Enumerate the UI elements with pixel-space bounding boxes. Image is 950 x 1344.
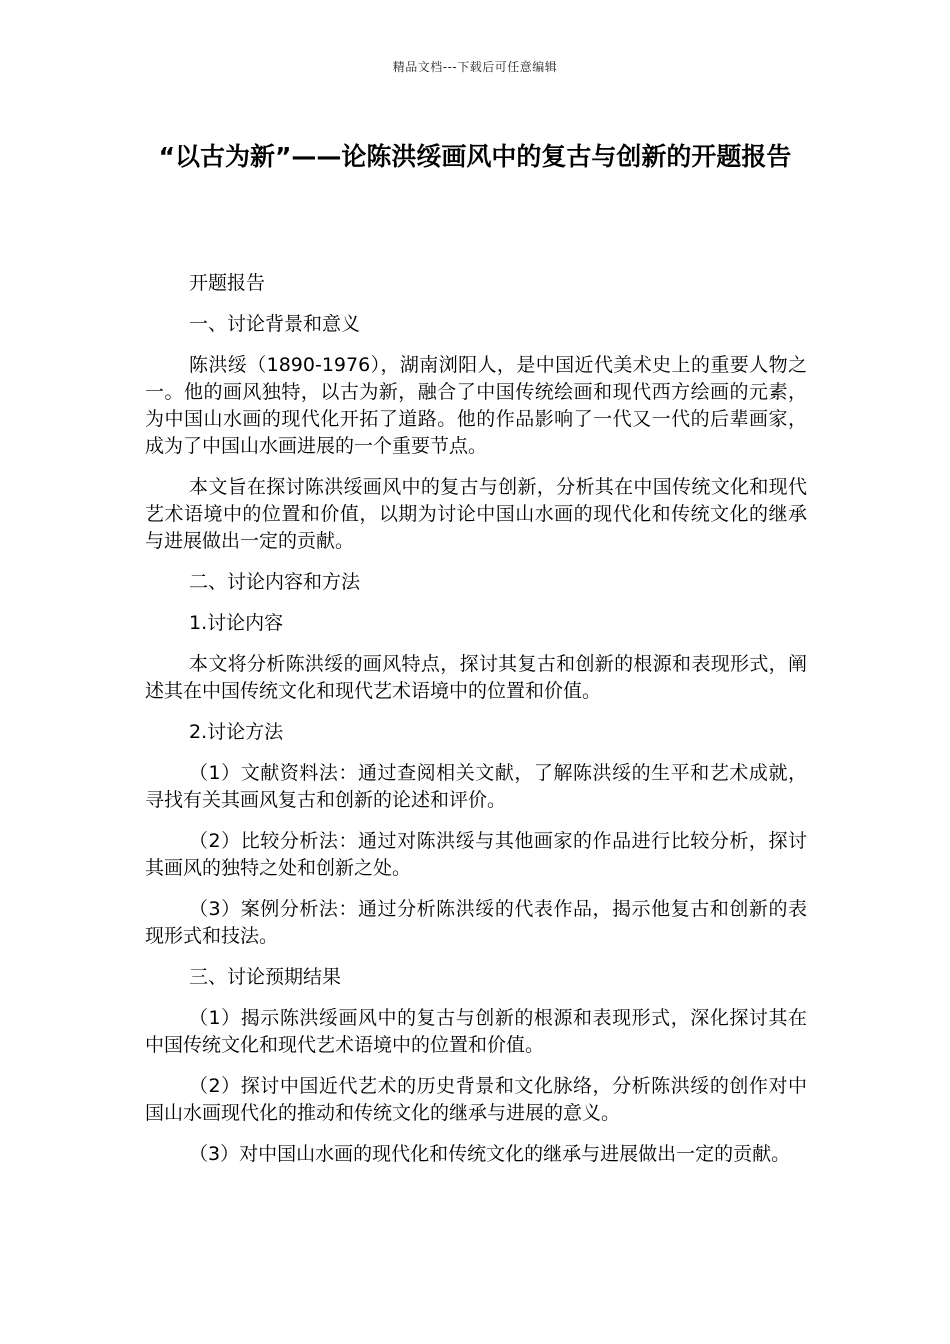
subheading-method: 2.讨论方法 bbox=[189, 721, 284, 743]
paragraph-content: 本文将分析陈洪绥的画风特点，探讨其复古和创新的根源和表现形式，阐述其在中国传统文化和现代艺术语境中的位置和价值。 bbox=[145, 653, 807, 702]
section-heading-expected-results: 三、讨论预期结果 bbox=[189, 966, 342, 988]
method-item-case-study: （3）案例分析法：通过分析陈洪绥的代表作品，揭示他复古和创新的表现形式和技法。 bbox=[145, 898, 807, 947]
subheading-content: 1.讨论内容 bbox=[189, 612, 284, 634]
document-title: “以古为新”——论陈洪绥画风中的复古与创新的开题报告 bbox=[158, 142, 792, 171]
document-body bbox=[145, 270, 807, 1182]
result-item-1: （1）揭示陈洪绥画风中的复古与创新的根源和表现形式，深化探讨其在中国传统文化和现代艺术语境中的位置和价值。 bbox=[145, 1007, 807, 1056]
paragraph-background-intro: 陈洪绥（1890-1976），湖南浏阳人，是中国近代美术史上的重要人物之一。他的画风独特，以古为新，融合了中国传统绘画和现代西方绘画的元素，为中国山水画的现代化开拓了道路。他的作品影响了一代又一代的后辈画家，成为了中国山水画进展的一个重要节点。 bbox=[145, 354, 807, 457]
section-heading-content-method: 二、讨论内容和方法 bbox=[189, 571, 361, 593]
paragraph-purpose: 本文旨在探讨陈洪绥画风中的复古与创新，分析其在中国传统文化和现代艺术语境中的位置和价值，以期为讨论中国山水画的现代化和传统文化的继承与进展做出一定的贡献。 bbox=[145, 476, 807, 552]
header-note: 精品文档---下载后可任意编辑 bbox=[392, 60, 558, 74]
result-item-2: （2）探讨中国近代艺术的历史背景和文化脉络，分析陈洪绥的创作对中国山水画现代化的推动和传统文化的继承与进展的意义。 bbox=[145, 1075, 807, 1124]
result-item-3: （3）对中国山水画的现代化和传统文化的继承与进展做出一定的贡献。 bbox=[189, 1143, 791, 1165]
method-item-comparison: （2）比较分析法：通过对陈洪绥与其他画家的作品进行比较分析，探讨其画风的独特之处和创新之处。 bbox=[145, 830, 807, 879]
section-label-kaiti: 开题报告 bbox=[189, 272, 266, 294]
method-item-literature: （1）文献资料法：通过查阅相关文献，了解陈洪绥的生平和艺术成就，寻找有关其画风复古和创新的论述和评价。 bbox=[145, 762, 807, 811]
section-heading-background: 一、讨论背景和意义 bbox=[189, 313, 361, 335]
